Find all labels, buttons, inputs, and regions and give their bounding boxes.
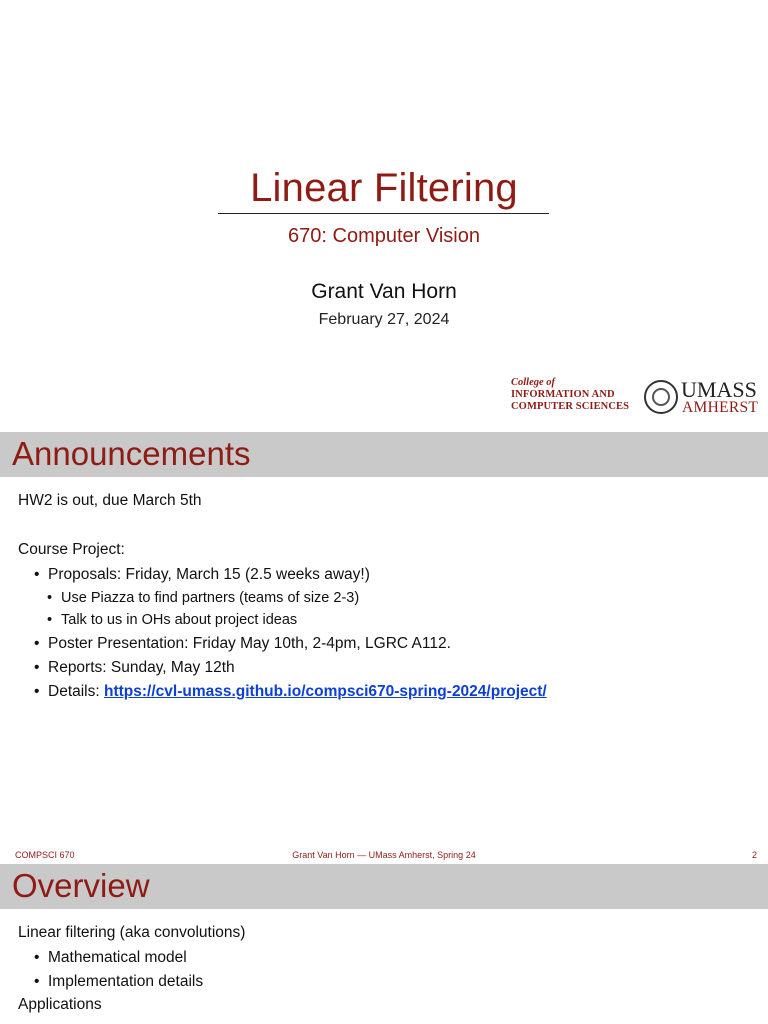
sub-bullet-ohs: • Talk to us in OHs about project ideas	[61, 612, 297, 628]
bullet-proposals: • Proposals: Friday, March 15 (2.5 weeks away!)	[48, 566, 370, 584]
footer-course: COMPSCI 670	[15, 850, 75, 860]
umass-cics-logo	[511, 376, 759, 420]
umass-wordmark: UMASS	[681, 377, 757, 402]
overview-slide	[0, 864, 768, 1024]
title-underline	[218, 213, 549, 214]
slide-heading: Overview	[12, 867, 150, 904]
hw-announcement: HW2 is out, due March 5th	[18, 492, 202, 509]
lecture-date: February 27, 2024	[318, 311, 450, 328]
footer-author: Grant Van Horn — UMass Amherst, Spring 24	[292, 850, 476, 860]
umass-seal-icon	[644, 380, 678, 414]
details-label: Details:	[48, 683, 104, 700]
bullet-implementation: • Implementation details	[48, 973, 203, 991]
course-subtitle: 670: Computer Vision	[288, 225, 480, 247]
footer-page-number: 2	[752, 850, 758, 860]
slide-heading: Announcements	[12, 435, 251, 472]
slide-header-band	[0, 864, 768, 909]
title-slide	[0, 0, 768, 432]
overview-line-filtering: Linear filtering (aka convolutions)	[18, 924, 246, 941]
overview-line-applications: Applications	[18, 996, 102, 1013]
author-name: Grant Van Horn	[311, 280, 457, 303]
announcements-slide	[0, 432, 768, 864]
bullet-details	[48, 683, 547, 701]
amherst-wordmark: AMHERST	[682, 399, 759, 416]
bullet-reports: • Reports: Sunday, May 12th	[48, 659, 235, 677]
bullet-poster: • Poster Presentation: Friday May 10th, 2-4pm, LGRC A112.	[48, 635, 451, 653]
project-page-link[interactable]: https://cvl-umass.github.io/compsci670-spring-2024/project/	[104, 683, 547, 700]
course-project-heading: Course Project:	[18, 541, 125, 558]
slide-title: Linear Filtering	[250, 166, 518, 210]
bullet-math-model: • Mathematical model	[48, 949, 187, 967]
slide-header-band	[0, 432, 768, 477]
sub-bullet-piazza: • Use Piazza to find partners (teams of size 2-3)	[61, 590, 359, 606]
college-wordmark: College of INFORMATION AND COMPUTER SCIENCES	[511, 377, 630, 412]
